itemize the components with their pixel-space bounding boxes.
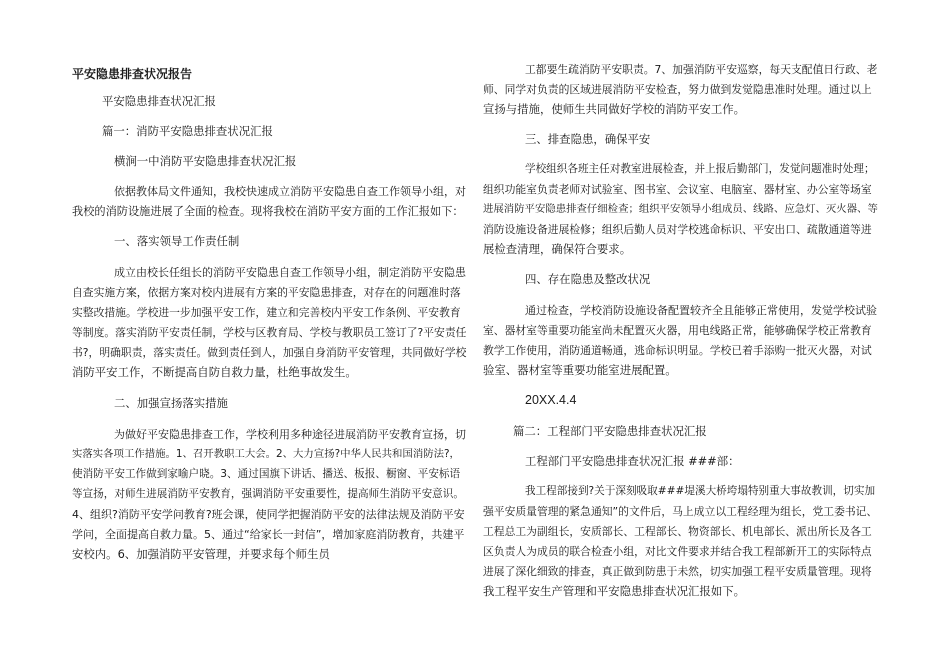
report-heading: 横涧一中消防平安隐患排查状况汇报 [114, 154, 297, 168]
paragraph-line: 我工程部接到?关于深刻吸取###堤溪大桥垮塌特别重大事故教训，切实加 [525, 485, 876, 497]
paragraph-line: 我工程平安生产管理和平安隐患排查状况汇报如下。 [483, 584, 745, 598]
paragraph-line: 区负责人为成员的联合检查小组，对比文件要求并结合我工程部新开工的实际特点 [483, 545, 872, 558]
paragraph-line: 学问，全面提高自救力量。5、通过“给家长一封信”，增加家庭消防教育，共建平 [72, 528, 465, 541]
section-heading: 二、加强宣扬落实措施 [114, 396, 228, 410]
document-title: 平安隐患排查状况报告 [72, 67, 193, 81]
paragraph-line: 进展了深化细致的排查，真正做到防患于未然，切实加强工程平安质量管理。现将 [483, 565, 872, 578]
section-heading-part1: 篇一：消防平安隐患排查状况汇报 [102, 124, 273, 138]
paragraph-line: 4、组织?消防平安学问教育?班会课，使同学把握消防平安的法律法规及消防平安 [72, 508, 465, 521]
paragraph-line: 自查实施方案，依据方案对校内进展有方案的平安隐患排查，对存在的问题准时落 [72, 286, 461, 299]
paragraph-line: 进展消防平安隐患排查仔细检查；组织平安领导小组成员、线路、应急灯、灭火器、等 [483, 203, 878, 215]
paragraph-line: 实落实各项工作措施。1、召开教职工大会。2、大力宣扬?中华人民共和国消防法?， [72, 448, 460, 460]
paragraph-line: 工都要生疏消防平安职责。7、加强消防平安巡察，每天支配值日行政、老 [525, 63, 878, 76]
paragraph-line: 安校内。6、加强消防平安管理，并要求每个师生员 [72, 547, 330, 561]
paragraph-line: 书?，明确职责，落实责任。做到责任到人，加强自身消防平安管理，共同做好学校 [72, 346, 467, 359]
paragraph-line: 等制度。落实消防平安责任制，学校与区教育局、学校与教职员工签订了?平安责任 [72, 326, 467, 339]
paragraph-line: 教学工作使用，消防通道畅通，逃命标识明显。学校已着手添购一批灭火器，对试 [483, 344, 872, 357]
paragraph-line: 验室、器材室等重要功能室进展配置。 [483, 363, 677, 377]
paragraph-line: 等宣扬，对师生进展消防平安教育，强调消防平安重要性，提高师生消防平安意识。 [72, 488, 464, 500]
paragraph-line: 实整改措施。学校进一步加强平安工作，建立和完善校内平安工作条例、平安教育 [72, 306, 461, 319]
section-heading-part2: 篇二：工程部门平安隐患排查状况汇报 [513, 424, 707, 438]
report-heading: 工程部门平安隐患排查状况汇报 ###部： [525, 454, 740, 468]
paragraph-line: 强平安质量管理的紧急通知”的文件后，马上成立以工程经理为组长，党工委书记、 [483, 505, 878, 518]
paragraph-line: 消防平安工作，不断提高自防自救力量，杜绝事故发生。 [72, 365, 357, 379]
paragraph-line: 依据教体局文件通知，我校快速成立消防平安隐患自查工作领导小组，对 [114, 185, 466, 198]
paragraph-line: 成立由校长任组长的消防平安隐患自查工作领导小组，制定消防平安隐患 [114, 266, 466, 279]
paragraph-line: 师、同学对负责的区域进展消防平安检查，努力做到发觉隐患准时处理。通过以上 [483, 83, 872, 96]
report-date: 20XX.4.4 [525, 393, 577, 407]
paragraph-line: 我校的消防设施进展了全面的检查。现将我校在消防平安方面的工作汇报如下： [72, 205, 464, 218]
paragraph-line: 室、器材室等重要功能室尚未配置灭火器，用电线路正常，能够确保学校正常教育 [483, 324, 872, 337]
paragraph-line: 为做好平安隐患排查工作，学校利用多种途径进展消防平安教育宣扬，切 [114, 428, 466, 441]
paragraph-line: 工程总工为副组长，安质部长、工程部长、物资部长、机电部长、派出所长及各工 [483, 525, 872, 538]
paragraph-line: 展检查清理，确保符合要求。 [483, 242, 632, 256]
document-subtitle: 平安隐患排查状况汇报 [102, 94, 216, 108]
paragraph-line: 组织功能室负责老师对试验室、图书室、会议室、电脑室、器材室、办公室等场室 [483, 183, 872, 196]
paragraph-line: 学校组织各班主任对教室进展检查，并上报后勤部门，发觉问题准时处理； [525, 163, 875, 175]
section-heading: 三、排查隐患，确保平安 [525, 132, 651, 146]
section-heading: 四、存在隐患及整改状况 [525, 272, 651, 286]
paragraph-line: 通过检查，学校消防设施设备配置较齐全且能够正常使用，发觉学校试验 [525, 304, 877, 317]
paragraph-line: 宣扬与措施，使师生共同做好学校的消防平安工作。 [483, 102, 745, 116]
paragraph-line: 消防设施设备进展检修；组织后勤人员对学校逃命标识、平安出口、疏散通道等进 [483, 223, 872, 236]
section-heading: 一、落实领导工作责任制 [114, 234, 240, 248]
paragraph-line: 使消防平安工作做到家喻户晓。3、通过国旗下讲话、播送、板报、橱窗、平安标语 [72, 468, 461, 480]
